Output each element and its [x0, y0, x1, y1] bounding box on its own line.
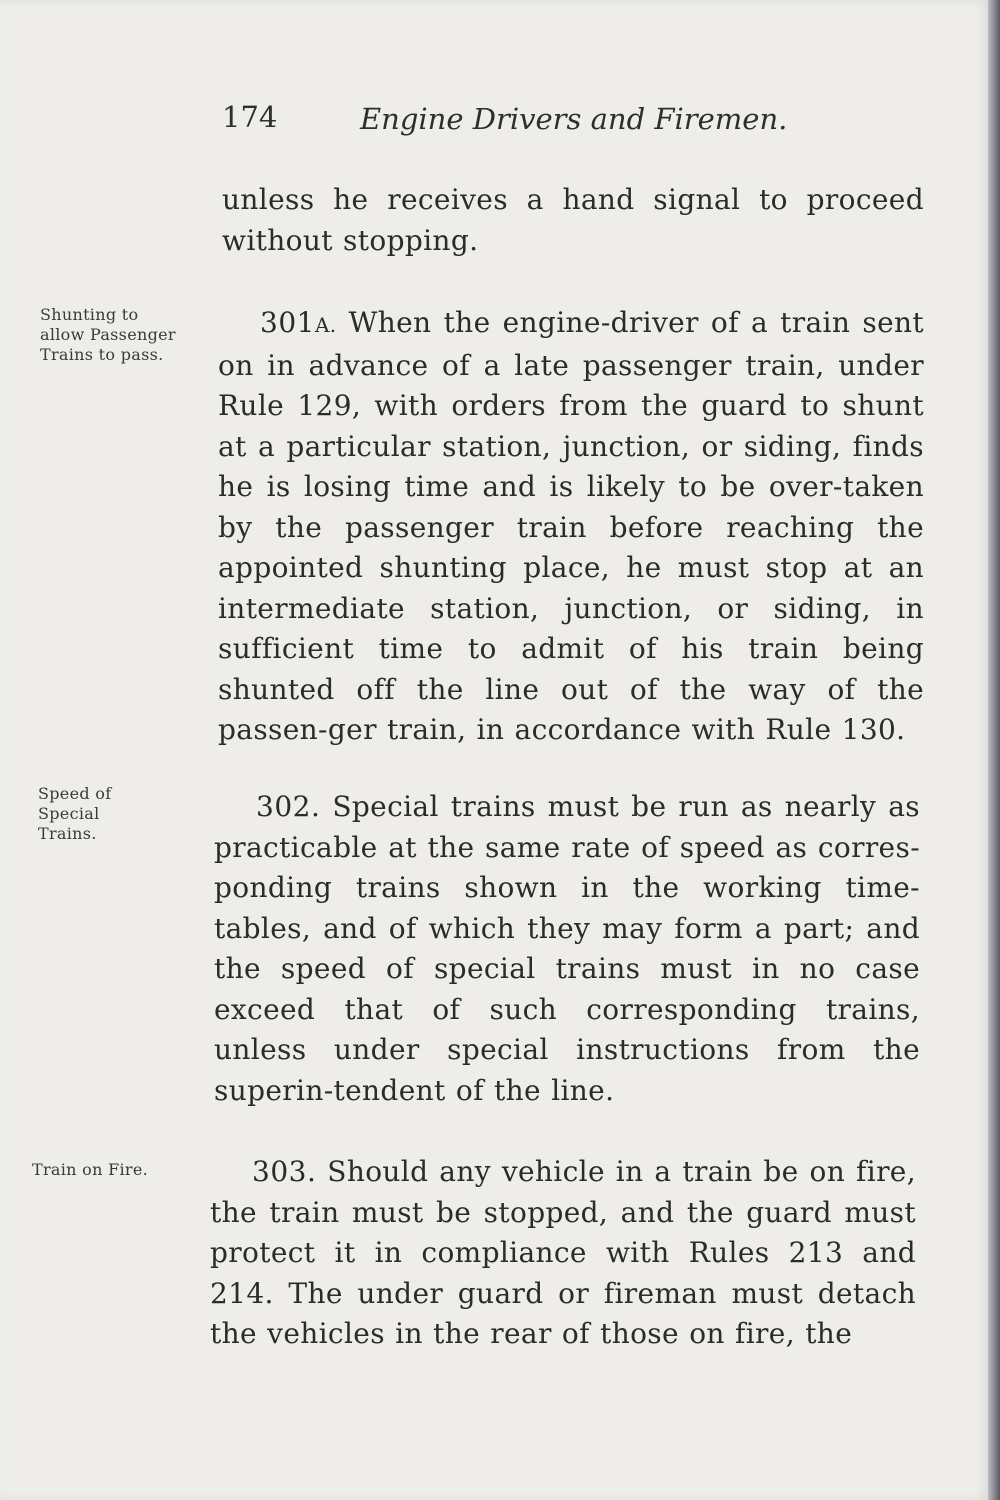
rule-number-suffix: A.	[314, 313, 337, 337]
rule-301a-paragraph	[218, 303, 924, 751]
page-header	[222, 100, 922, 144]
sidenote-fire	[32, 1160, 192, 1180]
rule-number: 303.	[252, 1155, 317, 1188]
sidenote-line: Speed of	[38, 784, 112, 803]
sidenote-line: Train on Fire.	[32, 1160, 149, 1179]
rule-text: When the engine-driver of a train sent on in advance of a late passenger train, under Rule 129, with orders from the guard to shunt at a particular station, junction, or siding, finds he is losing time and is likely to be over-taken by the passenger train before reaching the appointed shunting place, he must stop at an intermediate station, junction, or siding, in sufficient time to admit of his train being shunted off the line out of the way of the passen-ger train, in accordance with Rule 130.	[218, 306, 924, 746]
rule-303-paragraph	[210, 1152, 916, 1355]
sidenote-line: allow Passenger	[40, 325, 176, 344]
rule-302-paragraph	[214, 787, 920, 1111]
continuation-paragraph	[222, 180, 924, 261]
rule-number: 301	[260, 306, 315, 339]
page-edge	[988, 0, 1000, 1500]
sidenote-shunting	[40, 305, 220, 365]
running-head: Engine Drivers and Firemen.	[360, 102, 788, 136]
rule-number: 302.	[256, 790, 321, 823]
sidenote-line: Special	[38, 804, 100, 823]
sidenote-line: Shunting to	[40, 305, 139, 324]
sidenote-speed	[38, 784, 188, 844]
sidenote-line: Trains.	[38, 824, 97, 843]
rule-text: Special trains must be run as nearly as practicable at the same rate of speed as corres-ponding trains shown in the working time-tables, and of which they may form a part; and the speed of special trains must in no case exceed that of such corresponding trains, unless under special instructions from the superin-tendent of the line.	[214, 790, 920, 1107]
rule-text: Should any vehicle in a train be on fire, the train must be stopped, and the guard must protect it in compliance with Rules 213 and 214. The under guard or fireman must detach the vehicles in the rear of those on fire, the	[210, 1155, 916, 1350]
sidenote-line: Trains to pass.	[40, 345, 164, 364]
continuation-text: unless he receives a hand signal to proceed without stopping.	[222, 183, 924, 257]
page-number: 174	[222, 100, 278, 134]
